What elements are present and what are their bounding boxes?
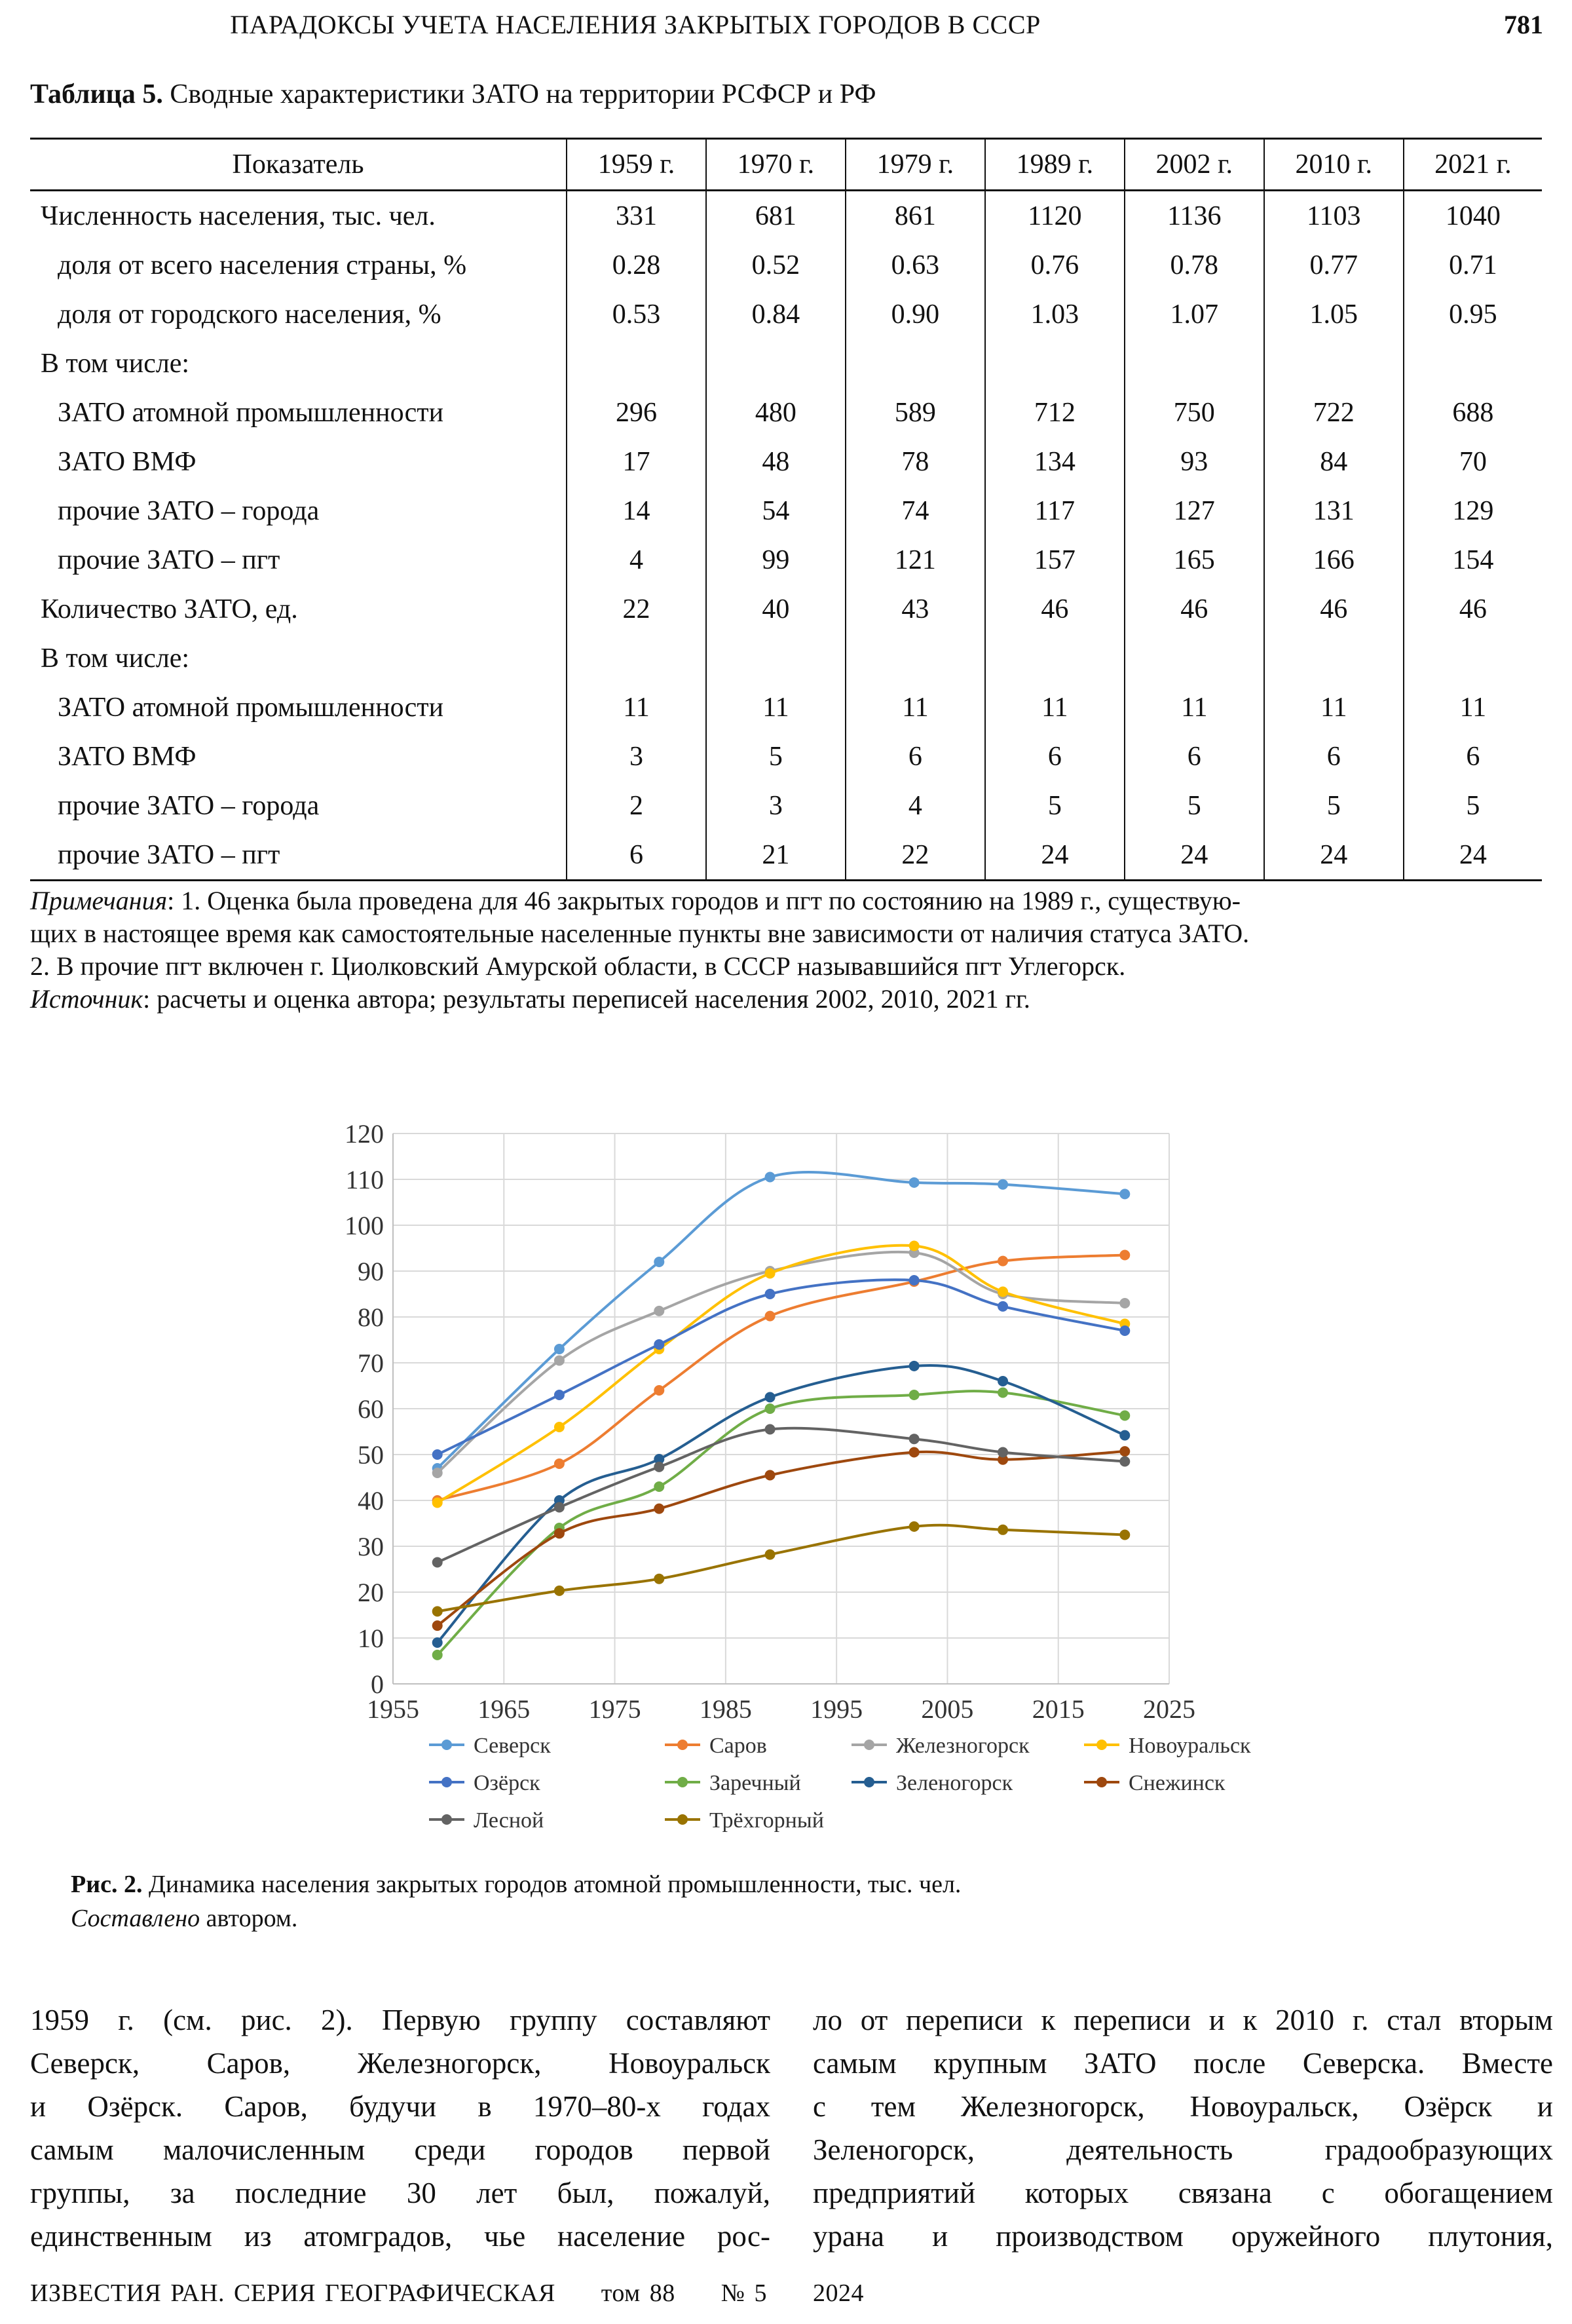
- x-tick-label: 1985: [699, 1694, 752, 1724]
- notes-line: 2. В прочие пгт включен г. Циолковский Амурской области, в СССР называвшийся пгт Углегорск.: [30, 951, 1126, 981]
- table-cell: 93: [1125, 437, 1264, 486]
- table-cell: 24: [1264, 830, 1404, 881]
- y-tick-label: 100: [345, 1211, 384, 1240]
- table-cell: 46: [1404, 584, 1542, 634]
- table-header-cell: 2002 г.: [1125, 139, 1264, 191]
- table-cell: 6: [1125, 732, 1264, 781]
- table-cell: 0.52: [706, 240, 846, 290]
- table-title-label: Таблица 5.: [30, 79, 163, 109]
- table-header-cell: 1970 г.: [706, 139, 846, 191]
- y-tick-label: 90: [358, 1257, 384, 1286]
- table-cell: 4: [567, 535, 706, 584]
- table-cell: 3: [567, 732, 706, 781]
- table-cell: 157: [985, 535, 1125, 584]
- x-tick-label: 2015: [1032, 1694, 1085, 1724]
- legend-marker: [864, 1740, 874, 1750]
- x-tick-label: 1995: [810, 1694, 863, 1724]
- legend-label: Озёрск: [474, 1771, 540, 1795]
- data-point: [765, 1470, 776, 1481]
- table-cell: [1125, 634, 1264, 683]
- table-cell: 46: [1125, 584, 1264, 634]
- notes-text: : 1. Оценка была проведена для 46 закрытых городов и пгт по состоянию на 1989 г., существую-: [167, 886, 1241, 915]
- table-cell: 17: [567, 437, 706, 486]
- notes-line: [30, 885, 1543, 917]
- table-cell: 99: [706, 535, 846, 584]
- table-cell: 1.07: [1125, 290, 1264, 339]
- legend-label: Зеленогорск: [896, 1771, 1013, 1795]
- table-cell: 6: [1404, 732, 1542, 781]
- table-cell: 0.63: [846, 240, 985, 290]
- running-title: ПАРАДОКСЫ УЧЕТА НАСЕЛЕНИЯ ЗАКРЫТЫХ ГОРОДОВ В СССР: [230, 10, 1041, 39]
- body-line: самым малочисленным среди городов первой: [30, 2133, 770, 2166]
- row-label: Количество ЗАТО, ед.: [41, 594, 298, 624]
- legend-marker: [677, 1777, 688, 1787]
- row-label: Численность населения, тыс. чел.: [41, 200, 436, 231]
- table-cell: [567, 634, 706, 683]
- table-row: [30, 290, 1542, 339]
- table-cell: 681: [706, 191, 846, 241]
- table-cell: 11: [1404, 683, 1542, 732]
- data-point: [909, 1447, 920, 1458]
- table-cell: [985, 634, 1125, 683]
- table-row: [30, 437, 1542, 486]
- notes-line: щих в настоящее время как самостоятельные населенные пункты вне зависимости от наличия статуса ЗАТО.: [30, 919, 1250, 948]
- table-cell: [1404, 634, 1542, 683]
- table-cell: 117: [985, 486, 1125, 535]
- data-point: [554, 1458, 565, 1469]
- data-point: [432, 1606, 443, 1616]
- data-point: [909, 1390, 920, 1400]
- table-cell: 22: [846, 830, 985, 881]
- table-cell: [846, 634, 985, 683]
- table-row: [30, 584, 1542, 634]
- table-cell: 165: [1125, 535, 1264, 584]
- data-point: [998, 1287, 1008, 1297]
- data-point: [554, 1390, 565, 1400]
- data-point: [765, 1289, 776, 1299]
- table-cell: 722: [1264, 388, 1404, 437]
- data-point: [1119, 1446, 1130, 1457]
- legend-label: Заречный: [709, 1771, 801, 1795]
- y-tick-label: 60: [358, 1394, 384, 1424]
- data-point: [654, 1504, 664, 1514]
- body-line: группы, за последние 30 лет был, пожалуй,: [30, 2177, 770, 2209]
- y-tick-label: 50: [358, 1440, 384, 1470]
- body-line: с тем Железногорск, Новоуральск, Озёрск и: [813, 2090, 1553, 2123]
- table-header-cell: 1989 г.: [985, 139, 1125, 191]
- y-tick-label: 10: [358, 1624, 384, 1653]
- legend-marker: [441, 1814, 452, 1825]
- table-cell: 84: [1264, 437, 1404, 486]
- table-cell: 1.03: [985, 290, 1125, 339]
- table-cell: [567, 339, 706, 388]
- data-point: [765, 1311, 776, 1322]
- data-point: [554, 1344, 565, 1354]
- figure-caption: [71, 1867, 961, 1935]
- table-cell: 712: [985, 388, 1125, 437]
- legend-marker: [1096, 1740, 1107, 1750]
- data-point: [432, 1557, 443, 1568]
- body-line: самым крупным ЗАТО после Северска. Вместе: [813, 2047, 1553, 2080]
- table-cell: 24: [1125, 830, 1264, 881]
- data-point: [654, 1574, 664, 1584]
- table-header-cell: 1979 г.: [846, 139, 985, 191]
- data-point: [1119, 1298, 1130, 1308]
- table-cell: 154: [1404, 535, 1542, 584]
- table-header-cell: 2010 г.: [1264, 139, 1404, 191]
- table-cell: 6: [846, 732, 985, 781]
- row-label: прочие ЗАТО – пгт: [58, 544, 280, 575]
- source-line: [30, 983, 1543, 1016]
- row-label: доля от городского населения, %: [58, 299, 441, 330]
- body-line: урана и производством оружейного плутония,: [813, 2220, 1553, 2253]
- data-point: [998, 1525, 1008, 1535]
- table-row: [30, 634, 1542, 683]
- body-column-left: [30, 1998, 770, 2258]
- table-cell: 1136: [1125, 191, 1264, 241]
- table-cell: 134: [985, 437, 1125, 486]
- data-point: [909, 1361, 920, 1371]
- data-point: [1119, 1250, 1130, 1261]
- data-point: [998, 1388, 1008, 1398]
- journal-footer: [30, 2279, 910, 2308]
- table-cell: 2: [567, 781, 706, 830]
- data-point: [554, 1586, 565, 1596]
- legend-marker: [441, 1777, 452, 1787]
- row-label: В том числе:: [41, 348, 190, 379]
- data-point: [998, 1301, 1008, 1312]
- table-cell: 48: [706, 437, 846, 486]
- y-tick-label: 80: [358, 1303, 384, 1332]
- table-row: [30, 240, 1542, 290]
- legend-marker: [677, 1740, 688, 1750]
- table-cell: [1264, 339, 1404, 388]
- row-label: ЗАТО атомной промышленности: [58, 692, 444, 723]
- data-point: [998, 1179, 1008, 1190]
- row-label: ЗАТО атомной промышленности: [58, 397, 444, 428]
- table-cell: 131: [1264, 486, 1404, 535]
- data-point: [998, 1447, 1008, 1458]
- table-cell: 5: [985, 781, 1125, 830]
- table-cell: 6: [567, 830, 706, 881]
- table-cell: 5: [706, 732, 846, 781]
- table-cell: 0.78: [1125, 240, 1264, 290]
- table-cell: [1264, 634, 1404, 683]
- table-cell: 480: [706, 388, 846, 437]
- table-cell: 11: [846, 683, 985, 732]
- data-point: [909, 1177, 920, 1188]
- data-point: [654, 1339, 664, 1350]
- legend-label: Лесной: [474, 1808, 544, 1833]
- data-point: [909, 1241, 920, 1251]
- figure-caption-line: [71, 1867, 961, 1901]
- x-tick-label: 1965: [477, 1694, 531, 1724]
- table-cell: 0.84: [706, 290, 846, 339]
- table-cell: 46: [1264, 584, 1404, 634]
- table-cell: 14: [567, 486, 706, 535]
- y-tick-label: 110: [345, 1165, 384, 1194]
- table-cell: [1125, 339, 1264, 388]
- table-cell: 0.53: [567, 290, 706, 339]
- legend-label: Северск: [474, 1734, 551, 1758]
- table-cell: 11: [985, 683, 1125, 732]
- figure-label: Рис. 2.: [71, 1871, 143, 1898]
- table-cell: 589: [846, 388, 985, 437]
- data-point: [1119, 1457, 1130, 1467]
- x-tick-label: 1975: [588, 1694, 641, 1724]
- data-point: [554, 1422, 565, 1432]
- body-line: предприятий которых связана с обогащением: [813, 2177, 1553, 2209]
- table-cell: 78: [846, 437, 985, 486]
- table-cell: 121: [846, 535, 985, 584]
- table-cell: 1120: [985, 191, 1125, 241]
- journal-issue: № 5: [720, 2279, 767, 2307]
- body-line: единственным из атомградов, чье население рос-: [30, 2220, 770, 2253]
- table-cell: 54: [706, 486, 846, 535]
- data-point: [765, 1550, 776, 1560]
- x-tick-label: 1955: [367, 1694, 419, 1724]
- table-cell: 6: [985, 732, 1125, 781]
- table-cell: 24: [985, 830, 1125, 881]
- y-tick-label: 20: [358, 1578, 384, 1607]
- table-cell: [985, 339, 1125, 388]
- legend-label: Трёхгорный: [709, 1808, 824, 1833]
- table-cell: 11: [1125, 683, 1264, 732]
- population-line-chart: [314, 1107, 1258, 1848]
- data-point: [909, 1521, 920, 1532]
- table-cell: 5: [1264, 781, 1404, 830]
- table-cell: [706, 339, 846, 388]
- body-line: Зеленогорск, деятельность градообразующих: [813, 2133, 1553, 2166]
- body-column-right: [813, 1998, 1553, 2258]
- y-tick-label: 40: [358, 1486, 384, 1515]
- table-cell: 46: [985, 584, 1125, 634]
- y-tick-label: 30: [358, 1532, 384, 1561]
- table-cell: 11: [567, 683, 706, 732]
- data-point: [654, 1385, 664, 1396]
- data-point: [554, 1502, 565, 1513]
- data-point: [654, 1481, 664, 1492]
- table-cell: 0.77: [1264, 240, 1404, 290]
- legend-marker: [441, 1740, 452, 1750]
- data-point: [554, 1528, 565, 1538]
- data-point: [1119, 1411, 1130, 1421]
- table-cell: 5: [1125, 781, 1264, 830]
- table-cell: 0.90: [846, 290, 985, 339]
- table-cell: 3: [706, 781, 846, 830]
- table-cell: 1040: [1404, 191, 1542, 241]
- table-cell: 4: [846, 781, 985, 830]
- row-label: прочие ЗАТО – города: [58, 790, 320, 821]
- series-line: [438, 1172, 1125, 1468]
- table-cell: 0.95: [1404, 290, 1542, 339]
- data-point: [1119, 1430, 1130, 1441]
- notes-label: Примечания: [30, 886, 168, 915]
- journal-volume: том 88: [601, 2279, 675, 2307]
- row-label: ЗАТО ВМФ: [58, 741, 196, 772]
- table-cell: [706, 634, 846, 683]
- y-tick-label: 0: [371, 1669, 384, 1699]
- table-cell: 127: [1125, 486, 1264, 535]
- figure-credit-line: [71, 1901, 961, 1935]
- data-point: [765, 1172, 776, 1183]
- table-cell: 74: [846, 486, 985, 535]
- table-header-row: [30, 139, 1542, 191]
- table-cell: 5: [1404, 781, 1542, 830]
- row-label: прочие ЗАТО – города: [58, 495, 320, 526]
- figure-caption-text: Динамика населения закрытых городов атомной промышленности, тыс. чел.: [142, 1871, 962, 1898]
- table-cell: 688: [1404, 388, 1542, 437]
- table-row: [30, 830, 1542, 881]
- table-row: [30, 486, 1542, 535]
- table-cell: 0.71: [1404, 240, 1542, 290]
- y-tick-label: 70: [358, 1348, 384, 1378]
- table-row: [30, 535, 1542, 584]
- table-header-cell: 1959 г.: [567, 139, 706, 191]
- data-point: [909, 1434, 920, 1444]
- series-line: [438, 1391, 1125, 1655]
- table-notes: [30, 885, 1543, 1016]
- data-point: [554, 1356, 565, 1366]
- table-cell: 11: [706, 683, 846, 732]
- data-point: [432, 1449, 443, 1460]
- table-row: [30, 339, 1542, 388]
- legend-marker: [864, 1777, 874, 1787]
- data-point: [765, 1424, 776, 1435]
- row-label: доля от всего населения страны, %: [58, 250, 467, 280]
- table-row: [30, 191, 1542, 241]
- row-label: ЗАТО ВМФ: [58, 446, 196, 477]
- data-point: [654, 1257, 664, 1267]
- series-line: [438, 1451, 1125, 1626]
- table-cell: 296: [567, 388, 706, 437]
- legend-marker: [1096, 1777, 1107, 1787]
- table-header-cell: 2021 г.: [1404, 139, 1542, 191]
- data-point: [909, 1275, 920, 1286]
- table-header-cell: Показатель: [30, 139, 567, 191]
- table-cell: 1103: [1264, 191, 1404, 241]
- body-line: 1959 г. (см. рис. 2). Первую группу составляют: [30, 2004, 770, 2036]
- series-line: [438, 1525, 1125, 1612]
- table-cell: 861: [846, 191, 985, 241]
- source-text: : расчеты и оценка автора; результаты переписей населения 2002, 2010, 2021 гг.: [143, 984, 1030, 1014]
- table-cell: 11: [1264, 683, 1404, 732]
- journal-year: 2024: [813, 2279, 864, 2307]
- legend-label: Саров: [709, 1734, 767, 1758]
- legend-label: Железногорск: [896, 1734, 1030, 1758]
- table-row: [30, 732, 1542, 781]
- table-cell: 129: [1404, 486, 1542, 535]
- table-cell: 21: [706, 830, 846, 881]
- journal-name: ИЗВЕСТИЯ РАН. СЕРИЯ ГЕОГРАФИЧЕСКАЯ: [30, 2279, 555, 2307]
- data-point: [998, 1256, 1008, 1267]
- series-line: [438, 1428, 1125, 1563]
- table-cell: 70: [1404, 437, 1542, 486]
- figure-credit-label: Составлено: [71, 1905, 200, 1932]
- table-row: [30, 388, 1542, 437]
- table-cell: 0.28: [567, 240, 706, 290]
- table-cell: 43: [846, 584, 985, 634]
- figure-credit-text: автором.: [200, 1905, 298, 1932]
- legend-label: Снежинск: [1129, 1771, 1226, 1795]
- table-cell: 24: [1404, 830, 1542, 881]
- table-title: [30, 79, 876, 110]
- data-point: [654, 1462, 664, 1472]
- table-cell: 331: [567, 191, 706, 241]
- body-line: ло от переписи к переписи и к 2010 г. стал вторым: [813, 2004, 1553, 2036]
- legend-label: Новоуральск: [1129, 1734, 1251, 1758]
- y-tick-label: 120: [345, 1119, 384, 1149]
- data-point: [998, 1376, 1008, 1386]
- table-cell: [846, 339, 985, 388]
- table-cell: [1404, 339, 1542, 388]
- data-point: [432, 1498, 443, 1508]
- table-cell: 6: [1264, 732, 1404, 781]
- data-point: [1119, 1189, 1130, 1199]
- body-line: Северск, Саров, Железногорск, Новоуральск: [30, 2047, 770, 2080]
- table-body: [30, 191, 1542, 881]
- body-line: и Озёрск. Саров, будучи в 1970–80-х годах: [30, 2090, 770, 2123]
- legend-marker: [677, 1814, 688, 1825]
- table-row: [30, 781, 1542, 830]
- data-point: [1119, 1530, 1130, 1540]
- table-cell: 0.76: [985, 240, 1125, 290]
- data-point: [1119, 1325, 1130, 1336]
- table-cell: 22: [567, 584, 706, 634]
- page-number: 781: [1504, 10, 1543, 39]
- source-label: Источник: [30, 984, 143, 1014]
- table-title-text: Сводные характеристики ЗАТО на территории РСФСР и РФ: [162, 79, 876, 109]
- data-point: [765, 1268, 776, 1279]
- table-cell: 1.05: [1264, 290, 1404, 339]
- row-label: В том числе:: [41, 643, 190, 674]
- table-row: [30, 683, 1542, 732]
- data-point: [765, 1403, 776, 1414]
- data-point: [765, 1392, 776, 1403]
- data-point: [654, 1306, 664, 1316]
- table-cell: 166: [1264, 535, 1404, 584]
- data-point: [432, 1637, 443, 1648]
- x-tick-label: 2005: [921, 1694, 974, 1724]
- x-tick-label: 2025: [1143, 1694, 1195, 1724]
- table-cell: 40: [706, 584, 846, 634]
- data-point: [432, 1468, 443, 1478]
- row-label: прочие ЗАТО – пгт: [30, 830, 567, 881]
- series-line: [438, 1365, 1125, 1643]
- data-point: [432, 1650, 443, 1660]
- summary-table: [30, 138, 1542, 881]
- table-cell: 750: [1125, 388, 1264, 437]
- data-point: [432, 1620, 443, 1631]
